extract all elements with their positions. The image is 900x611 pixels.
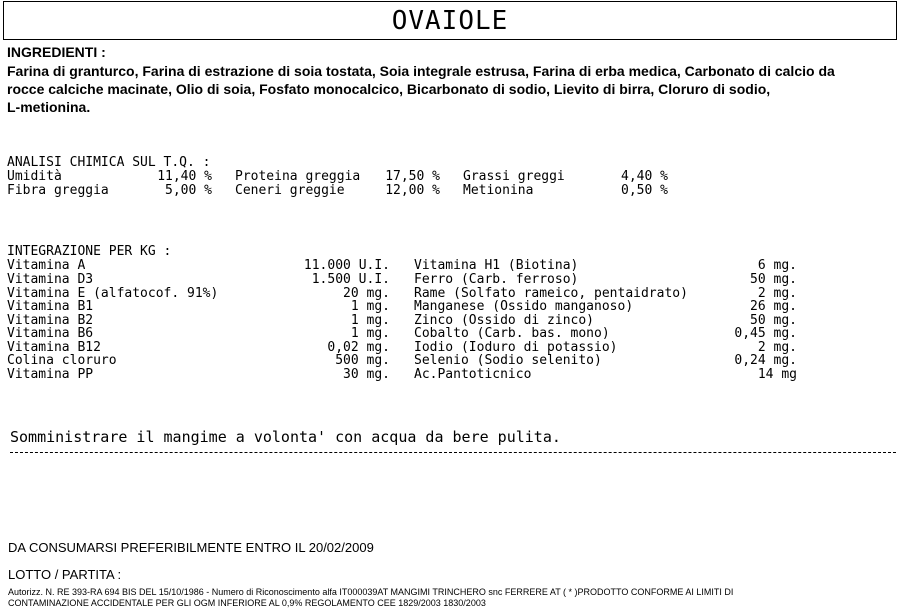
analysis-label: Fibra greggia — [7, 183, 109, 198]
vitamin-label: Vitamina E (alfatocof. 91%) — [7, 286, 219, 301]
page-title: OVAIOLE — [391, 5, 509, 36]
vitamin-value: 500 mg. — [335, 353, 390, 368]
vitamin-label: Vitamina A — [7, 258, 86, 273]
analysis-label: Umidità — [7, 169, 62, 184]
mineral-value: 0,45 mg. — [734, 326, 797, 341]
vitamin-value: 1 mg. — [350, 326, 390, 341]
vitamin-value: 30 mg. — [343, 367, 390, 382]
mineral-value: 26 mg. — [750, 299, 797, 314]
analysis-heading: ANALISI CHIMICA SUL T.Q. : — [7, 155, 211, 170]
integration-heading: INTEGRAZIONE PER KG : — [7, 244, 172, 259]
vitamin-value: 1 mg. — [350, 299, 390, 314]
title-box — [3, 1, 897, 40]
mineral-value: 2 mg. — [757, 340, 797, 355]
analysis-value: 12,00 % — [385, 183, 440, 198]
vitamin-label: Vitamina B12 — [7, 340, 101, 355]
analysis-label: Proteina greggia — [235, 169, 361, 184]
mineral-label: Zinco (Ossido di zinco) — [414, 313, 595, 328]
vitamin-label: Vitamina B1 — [7, 299, 94, 314]
mineral-value: 50 mg. — [750, 313, 797, 328]
vitamin-label: Vitamina B6 — [7, 326, 94, 341]
analysis-label: Ceneri greggie — [235, 183, 345, 198]
authorization-line: CONTAMINAZIONE ACCIDENTALE PER GLI OGM INFERIORE AL 0,9% REGOLAMENTO CEE 1829/2003 1830/2003 — [8, 598, 486, 608]
analysis-value: 5,00 % — [165, 183, 212, 198]
analysis-label: Grassi greggi — [463, 169, 565, 184]
mineral-label: Rame (Solfato rameico, pentaidrato) — [414, 286, 688, 301]
mineral-label: Ac.Pantoticnico — [414, 367, 532, 382]
ingredients-line: rocce calciche macinate, Olio di soia, Fosfato monocalcico, Bicarbonato di sodio, Lievito di birra, Cloruro di sodio, — [7, 81, 771, 97]
vitamin-label: Colina cloruro — [7, 353, 117, 368]
analysis-value: 17,50 % — [385, 169, 440, 184]
vitamin-value: 0,02 mg. — [327, 340, 390, 355]
vitamin-label: Vitamina D3 — [7, 272, 94, 287]
mineral-label: Selenio (Sodio selenito) — [414, 353, 602, 368]
vitamin-value: 1.500 U.I. — [311, 272, 390, 287]
authorization-line: Autorizz. N. RE 393-RA 694 BIS DEL 15/10/1986 - Numero di Riconoscimento alfa IT000039AT MANGIMI TRINCHERO snc FERRERE AT ( * )PRODOTTO CONFORME AI LIMITI DI — [8, 587, 734, 597]
ingredients-line: L-metionina. — [7, 99, 91, 115]
best-before: DA CONSUMARSI PREFERIBILMENTE ENTRO IL 20/02/2009 — [8, 540, 374, 555]
lot-number: LOTTO / PARTITA : — [8, 567, 122, 582]
ingredients-text — [7, 62, 897, 116]
mineral-value: 50 mg. — [750, 272, 797, 287]
mineral-label: Iodio (Ioduro di potassio) — [414, 340, 618, 355]
ingredients-heading: INGREDIENTI : — [7, 44, 106, 60]
analysis-value: 4,40 % — [621, 169, 668, 184]
mineral-value: 2 mg. — [757, 286, 797, 301]
analysis-label: Metionina — [463, 183, 534, 198]
mineral-value: 0,24 mg. — [734, 353, 797, 368]
mineral-value: 6 mg. — [757, 258, 797, 273]
ingredients-line: Farina di granturco, Farina di estrazione di soia tostata, Soia integrale estrusa, Farina di erba medica, Carbonato di calcio da — [7, 63, 835, 79]
mineral-label: Manganese (Ossido manganoso) — [414, 299, 634, 314]
vitamin-value: 11.000 U.I. — [303, 258, 390, 273]
vitamin-label: Vitamina B2 — [7, 313, 94, 328]
mineral-label: Cobalto (Carb. bas. mono) — [414, 326, 610, 341]
dashed-divider — [10, 452, 896, 453]
vitamin-label: Vitamina PP — [7, 367, 94, 382]
vitamin-value: 1 mg. — [350, 313, 390, 328]
analysis-value: 0,50 % — [621, 183, 668, 198]
authorization-note — [8, 587, 896, 609]
analysis-value: 11,40 % — [157, 169, 212, 184]
mineral-label: Ferro (Carb. ferroso) — [414, 272, 579, 287]
mineral-value: 14 mg — [757, 367, 797, 382]
instructions: Somministrare il mangime a volonta' con acqua da bere pulita. — [10, 428, 561, 446]
mineral-label: Vitamina H1 (Biotina) — [414, 258, 579, 273]
vitamin-value: 20 mg. — [343, 286, 390, 301]
